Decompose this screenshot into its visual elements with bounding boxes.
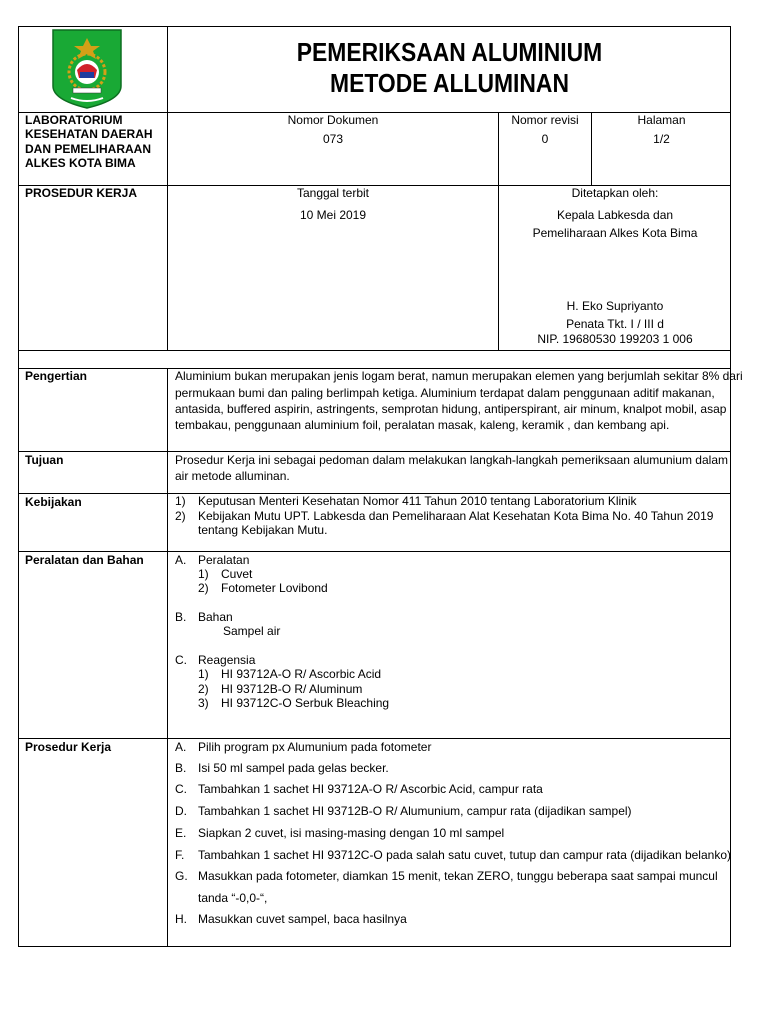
org-name-line1: LABORATORIUM bbox=[25, 113, 123, 127]
step-g-line1: Masukkan pada fotometer, diamkan 15 menit, tekan ZERO, tunggu beberapa saat sampai muncul bbox=[198, 869, 718, 883]
nomor-dokumen-value: 073 bbox=[322, 132, 344, 146]
nomor-revisi-label: Nomor revisi bbox=[511, 113, 579, 127]
peralatan-b-marker: B. bbox=[175, 610, 187, 624]
step-e: Siapkan 2 cuvet, isi masing-masing dengan 10 ml sampel bbox=[198, 826, 505, 840]
peralatan-c-item-1: HI 93712A-O R/ Ascorbic Acid bbox=[221, 667, 382, 681]
step-marker-f: F. bbox=[175, 848, 185, 862]
pengertian-text-line3: antasida, buffered aspirin, astringents, semprotan hidung, antiperspirant, air minum, knalpot mobil, asap bbox=[175, 402, 727, 416]
step-a: Pilih program px Alumunium pada fotometer bbox=[198, 740, 432, 754]
peralatan-a-marker-1: 1) bbox=[198, 567, 209, 581]
tujuan-text-line1: Prosedur Kerja ini sebagai pedoman dalam melakukan langkah-langkah pemeriksaan alumunium dalam bbox=[175, 453, 728, 467]
peralatan-b-text: Sampel air bbox=[223, 624, 281, 638]
signatory-nip: NIP. 19680530 199203 1 006 bbox=[537, 332, 693, 346]
signatory-rank: Penata Tkt. I / III d bbox=[566, 317, 664, 331]
emblem-icon bbox=[51, 28, 123, 110]
tujuan-text-line2: air metode alluminan. bbox=[175, 469, 290, 483]
rule-left-column-body bbox=[167, 368, 168, 947]
pengertian-text-line1: Aluminium bukan merupakan jenis logam berat, namun merupakan elemen yang berjumlah sekitar 8% dari bbox=[175, 369, 743, 383]
step-h: Masukkan cuvet sampel, baca hasilnya bbox=[198, 912, 407, 926]
peralatan-a-marker: A. bbox=[175, 553, 187, 567]
org-name-line3: DAN PEMELIHARAAN bbox=[25, 142, 151, 156]
step-b: Isi 50 ml sampel pada gelas becker. bbox=[198, 761, 389, 775]
ditetapkan-label: Ditetapkan oleh: bbox=[571, 186, 659, 200]
step-marker-g: G. bbox=[175, 869, 188, 883]
tanggal-terbit-value: 10 Mei 2019 bbox=[299, 208, 367, 222]
peralatan-c-marker-2: 2) bbox=[198, 682, 209, 696]
peralatan-c-marker: C. bbox=[175, 653, 187, 667]
peralatan-label: Peralatan dan Bahan bbox=[25, 553, 144, 567]
step-marker-d: D. bbox=[175, 804, 187, 818]
tujuan-label: Tujuan bbox=[25, 453, 64, 467]
peralatan-a-marker-2: 2) bbox=[198, 581, 209, 595]
kebijakan-marker-2: 2) bbox=[175, 509, 186, 523]
pengertian-text-line4: tembakau, penggunaan aluminium foil, peralatan masak, kaleng, keramik , dan kembang api. bbox=[175, 418, 670, 432]
peralatan-c-item-3: HI 93712C-O Serbuk Bleaching bbox=[221, 696, 390, 710]
step-marker-e: E. bbox=[175, 826, 187, 840]
kota-bima-emblem bbox=[51, 28, 123, 110]
peralatan-c-marker-3: 3) bbox=[198, 696, 209, 710]
pengertian-label: Pengertian bbox=[25, 369, 88, 383]
peralatan-a-item-1: Cuvet bbox=[221, 567, 253, 581]
step-marker-b: B. bbox=[175, 761, 187, 775]
peralatan-b-title: Bahan bbox=[198, 610, 233, 624]
peralatan-c-item-2: HI 93712B-O R/ Aluminum bbox=[221, 682, 363, 696]
kebijakan-label: Kebijakan bbox=[25, 495, 82, 509]
pengertian-text-line2: permukaan bumi dan paling berlimpah ketiga. Aluminium terdapat dalam penggunaan aditif makanan, bbox=[175, 386, 715, 400]
jabatan-line1: Kepala Labkesda dan bbox=[556, 208, 674, 222]
kebijakan-marker-1: 1) bbox=[175, 494, 186, 508]
step-g-line2: tanda “-0,0-“, bbox=[198, 891, 268, 905]
rule-pengertian-bottom bbox=[18, 451, 731, 452]
step-c: Tambahkan 1 sachet HI 93712A-O R/ Ascorbic Acid, campur rata bbox=[198, 782, 543, 796]
org-name-line2: KESEHATAN DAERAH bbox=[25, 127, 153, 141]
step-marker-c: C. bbox=[175, 782, 187, 796]
step-f: Tambahkan 1 sachet HI 93712C-O pada salah satu cuvet, tutup dan campur rata (dijadikan belanko) bbox=[198, 848, 731, 862]
halaman-value: 1/2 bbox=[653, 132, 670, 146]
document-title-line1: PEMERIKSAAN ALUMINIUM bbox=[296, 37, 603, 67]
document-title-line2: METODE ALLUMINAN bbox=[330, 68, 569, 98]
rule-prosedur-header-bottom bbox=[18, 350, 731, 351]
kebijakan-item-2-line1: Kebijakan Mutu UPT. Labkesda dan Pemeliharaan Alat Kesehatan Kota Bima No. 40 Tahun 2019 bbox=[198, 509, 714, 523]
rule-peralatan-bottom bbox=[18, 738, 731, 739]
kebijakan-item-1: Keputusan Menteri Kesehatan Nomor 411 Tahun 2010 tentang Laboratorium Klinik bbox=[198, 494, 637, 508]
nomor-dokumen-label: Nomor Dokumen bbox=[287, 113, 379, 127]
step-marker-a: A. bbox=[175, 740, 187, 754]
peralatan-a-title: Peralatan bbox=[198, 553, 250, 567]
tanggal-terbit-label: Tanggal terbit bbox=[296, 186, 370, 200]
org-name-line4: ALKES KOTA BIMA bbox=[25, 156, 136, 170]
step-d: Tambahkan 1 sachet HI 93712B-O R/ Alumunium, campur rata (dijadikan sampel) bbox=[198, 804, 632, 818]
peralatan-c-title: Reagensia bbox=[198, 653, 256, 667]
peralatan-a-item-2: Fotometer Lovibond bbox=[221, 581, 328, 595]
rule-kebijakan-bottom bbox=[18, 551, 731, 552]
halaman-label: Halaman bbox=[637, 113, 686, 127]
step-marker-h: H. bbox=[175, 912, 187, 926]
peralatan-c-marker-1: 1) bbox=[198, 667, 209, 681]
kebijakan-item-2-line2: tentang Kebijakan Mutu. bbox=[198, 523, 328, 537]
signatory-name: H. Eko Supriyanto bbox=[566, 299, 664, 313]
prosedur-kerja-label: Prosedur Kerja bbox=[25, 740, 112, 754]
prosedur-kerja-header-label: PROSEDUR KERJA bbox=[25, 186, 138, 200]
nomor-revisi-value: 0 bbox=[541, 132, 549, 146]
jabatan-line2: Pemeliharaan Alkes Kota Bima bbox=[532, 226, 698, 240]
